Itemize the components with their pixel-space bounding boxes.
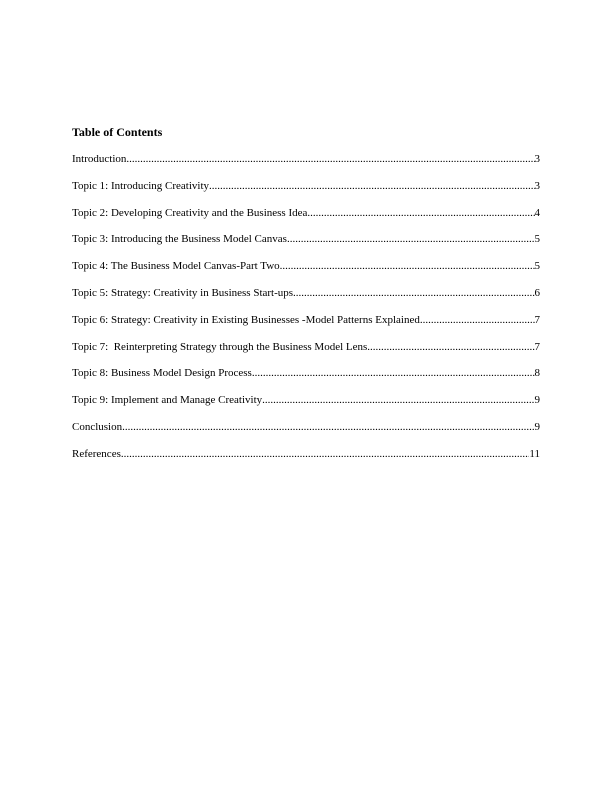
toc-entry-label: Topic 2: Developing Creativity and the Business Idea — [72, 206, 308, 219]
toc-dot-leader — [121, 446, 530, 462]
toc-entry-topic-7[interactable] — [72, 339, 540, 355]
toc-page-number: 8 — [534, 367, 540, 380]
toc-entry-topic-8[interactable] — [72, 365, 540, 381]
toc-entry-topic-3[interactable] — [72, 231, 540, 247]
toc-entry-label: Topic 8: Business Model Design Process — [72, 367, 252, 380]
toc-entry-topic-1[interactable] — [72, 178, 540, 194]
toc-entry-label: Conclusion — [72, 420, 123, 433]
toc-dot-leader — [209, 178, 534, 194]
toc-page-number: 11 — [529, 447, 540, 460]
toc-entry-label: Topic 7: Reinterpreting Strategy through the Business Model Lens — [72, 340, 368, 353]
toc-list — [72, 151, 540, 462]
toc-page-number: 7 — [534, 313, 540, 326]
toc-dot-leader — [293, 285, 534, 301]
toc-dot-leader — [287, 231, 535, 247]
toc-entry-topic-2[interactable] — [72, 205, 540, 221]
toc-entry-topic-9[interactable] — [72, 392, 540, 408]
toc-dot-leader — [367, 339, 534, 355]
toc-page-number: 5 — [534, 233, 540, 246]
toc-dot-leader — [280, 258, 535, 274]
toc-entry-label: References — [72, 447, 121, 460]
toc-page-number: 3 — [534, 179, 540, 192]
toc-entry-label: Introduction — [72, 153, 127, 165]
toc-page-number: 5 — [534, 260, 540, 273]
toc-entry-label: Topic 9: Implement and Manage Creativity — [72, 394, 263, 407]
toc-dot-leader — [262, 392, 534, 408]
toc-dot-leader — [122, 419, 534, 435]
toc-entry-topic-6[interactable] — [72, 312, 540, 328]
toc-page-number: 4 — [534, 206, 540, 219]
toc-entry-references[interactable] — [72, 446, 540, 462]
toc-page-number: 9 — [534, 420, 540, 433]
toc-entry-label: Topic 3: Introducing the Business Model Canvas — [72, 233, 287, 246]
toc-entry-introduction[interactable] — [72, 151, 540, 167]
toc-dot-leader — [420, 312, 535, 328]
toc-dot-leader — [252, 365, 535, 381]
toc-entry-conclusion[interactable] — [72, 419, 540, 435]
toc-entry-label: Topic 1: Introducing Creativity — [72, 179, 210, 192]
toc-dot-leader — [126, 151, 534, 167]
toc-entry-label: Topic 5: Strategy: Creativity in Business Start-ups — [72, 286, 294, 299]
toc-entry-label: Topic 4: The Business Model Canvas-Part Two — [72, 260, 280, 273]
toc-page-number: 6 — [534, 286, 540, 299]
toc-page-number: 3 — [534, 153, 540, 165]
toc-entry-topic-5[interactable] — [72, 285, 540, 301]
toc-dot-leader — [307, 205, 534, 221]
toc-page-number: 7 — [534, 340, 540, 353]
toc-page-number: 9 — [534, 394, 540, 407]
toc-entry-label: Topic 6: Strategy: Creativity in Existing Businesses -Model Patterns Explained — [72, 313, 420, 326]
toc-heading: Table of Contents — [72, 125, 163, 139]
toc-entry-topic-4[interactable] — [72, 258, 540, 274]
table-of-contents — [72, 124, 540, 473]
